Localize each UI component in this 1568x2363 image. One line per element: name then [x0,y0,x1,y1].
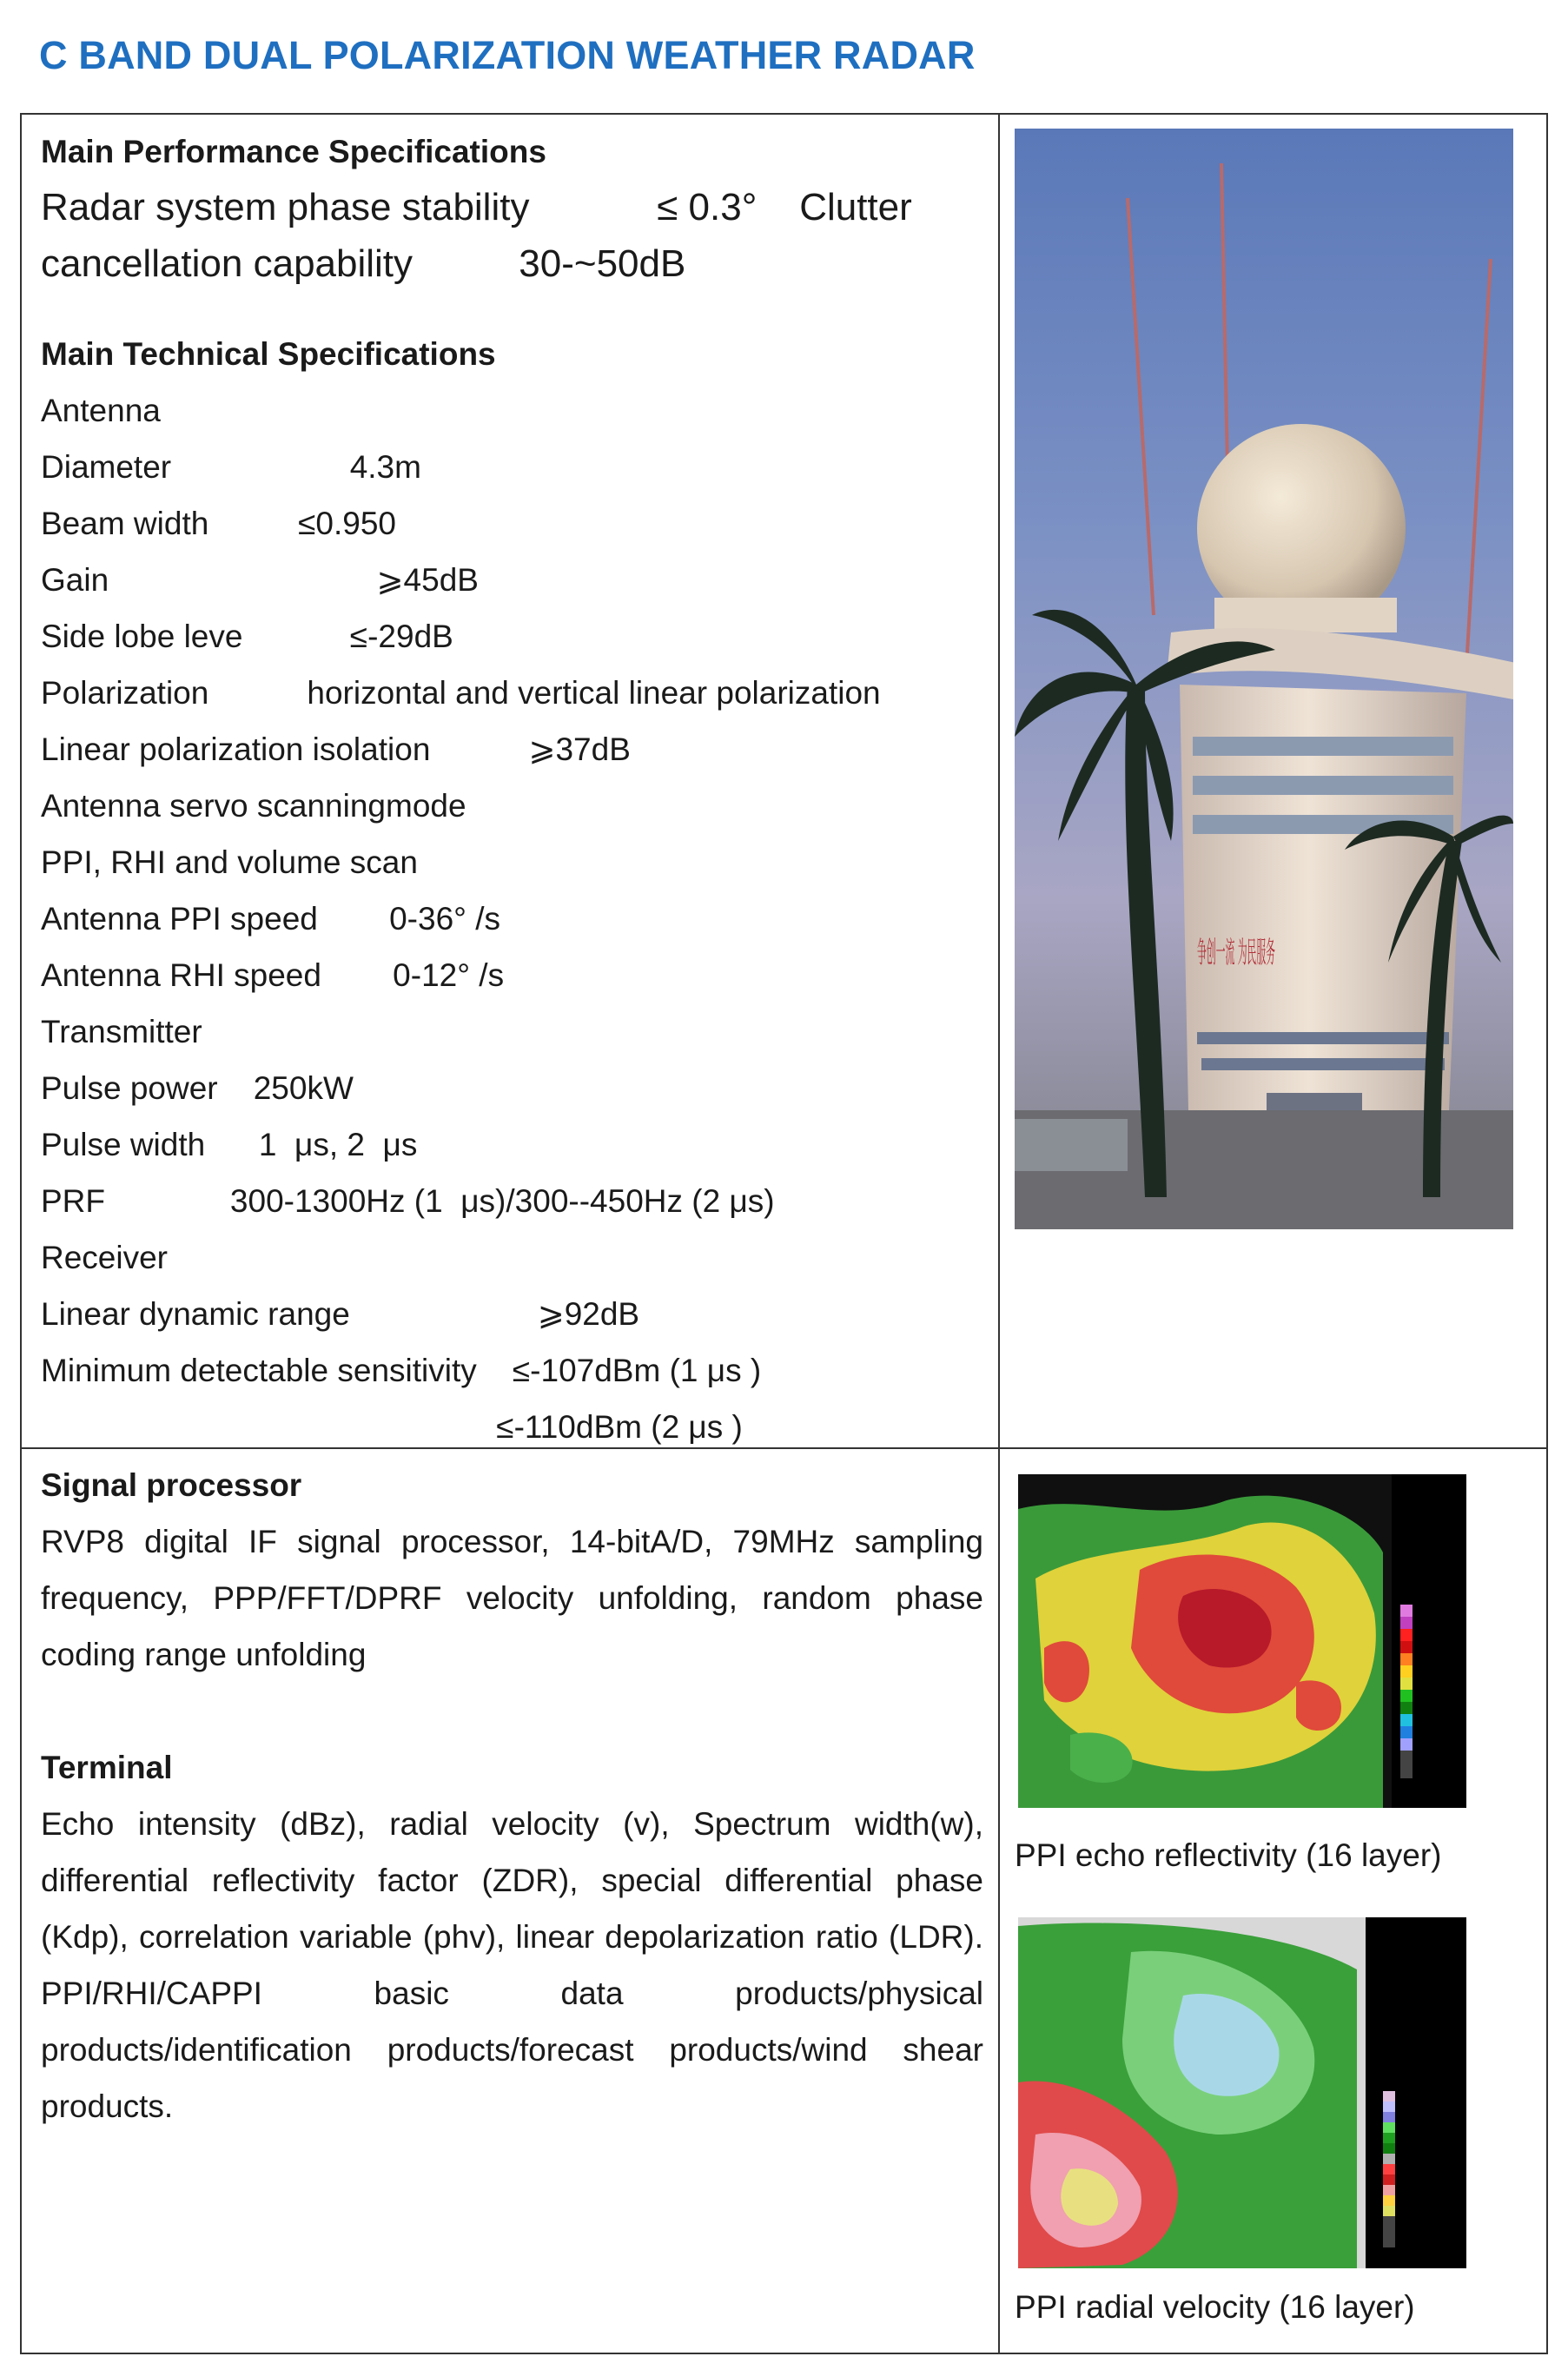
spec-row: Diameter 4.3m [41,449,421,485]
terminal-text: Echo intensity (dBz), radial velocity (v), Spectrum width(w), differential reflectivity factor (ZDR), special differential phase (Kdp), correlation variable (phv), linear depolarization ratio (LDR). PPI/RHI/CAPPI basic data products/physical products/identification products/forecast products/wind shear products. [41,1806,983,2124]
spec-row: Side lobe leve ≤-29dB [41,619,453,654]
spec-row: Polarization horizontal and vertical linear polarization [41,675,881,711]
spec-row: PPI, RHI and volume scan [41,844,418,880]
signal-processor-heading: Signal processor [41,1467,302,1503]
radar-tower-photo [1015,129,1513,1229]
spec-row: Gain ⩾45dB [41,562,479,598]
velocity-map [1018,1917,1466,2268]
spec-row: ≤-110dBm (2 μs ) [41,1409,743,1445]
column-divider [998,115,1000,2353]
spacer [41,293,983,326]
velocity-caption: PPI radial velocity (16 layer) [1015,2289,1415,2325]
spec-row: Pulse power 250kW [41,1070,354,1106]
spec-row: Linear dynamic range ⩾92dB [41,1296,640,1332]
radar-tower-illustration [1015,129,1513,1229]
performance-line: Radar system phase stability ≤ 0.3° Clutter [41,186,912,228]
performance-heading: Main Performance Specifications [41,134,546,169]
processing-cell [41,1457,983,2135]
ppi-velocity-image [1018,1917,1466,2268]
spec-row: Transmitter [41,1014,202,1049]
spec-row: Antenna servo scanningmode [41,788,466,824]
signal-processor-text: RVP8 digital IF signal processor, 14-bitA/D, 79MHz sampling frequency, PPP/FFT/DPRF velocity unfolding, random phase coding range unfolding [41,1524,983,1672]
reflectivity-caption: PPI echo reflectivity (16 layer) [1015,1837,1442,1873]
spec-row: Linear polarization isolation ⩾37dB [41,731,631,767]
spec-row: Antenna RHI speed 0-12° /s [41,957,505,993]
tower-sign-text: 争创一流 为民服务 [1197,936,1275,970]
spec-row: Antenna [41,393,161,428]
spec-row: Beam width ≤0.950 [41,506,397,541]
reflectivity-map [1018,1474,1466,1808]
terminal-heading: Terminal [41,1750,173,1785]
spec-row: Receiver [41,1240,168,1275]
spec-row: Minimum detectable sensitivity ≤-107dBm (1 μs ) [41,1353,762,1388]
specs-cell [41,123,983,1455]
document-title: C BAND DUAL POLARIZATION WEATHER RADAR [39,33,976,77]
performance-line: cancellation capability 30-~50dB [41,242,686,285]
ppi-reflectivity-image [1018,1474,1466,1808]
spacer [41,1683,983,1739]
spec-row: PRF 300-1300Hz (1 μs)/300--450Hz (2 μs) [41,1183,775,1219]
spec-row: Pulse width 1 μs, 2 μs [41,1127,418,1162]
spec-row: Antenna PPI speed 0-36° /s [41,901,501,937]
technical-heading: Main Technical Specifications [41,336,496,372]
